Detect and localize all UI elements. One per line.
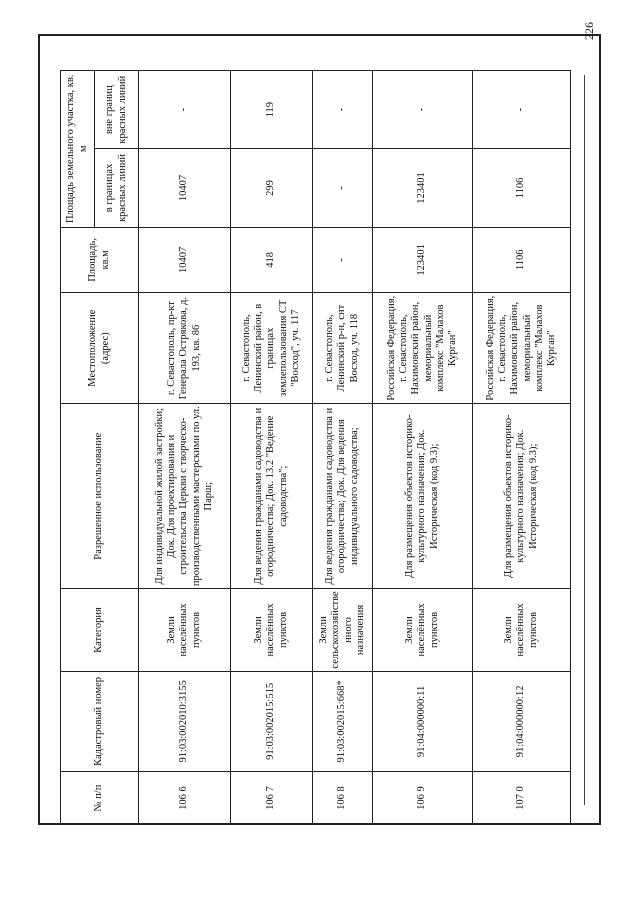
cell-num: 106 7 (231, 772, 313, 825)
cell-outside: - (473, 71, 571, 149)
header-num: № п/п (61, 772, 139, 825)
header-permitted-use: Разрешенное использование (61, 404, 139, 589)
cell-area: 10407 (139, 227, 231, 293)
cell-outside: - (313, 71, 373, 149)
header-land-area: Площадь земельного участка, кв. м (61, 71, 95, 228)
cell-inside: 299 (231, 149, 313, 227)
header-inside: в границах красных линий (95, 149, 139, 227)
cell-num: 107 0 (473, 772, 571, 825)
cell-num: 106 9 (373, 772, 473, 825)
cell-use: Для размещения объектов историко-культурного назначения; Док. Историческая (код 9.3); (373, 404, 473, 589)
cell-area: 418 (231, 227, 313, 293)
header-category: Категория (61, 589, 139, 671)
rotated-table-wrapper (60, 70, 570, 825)
cell-outside: 119 (231, 71, 313, 149)
cell-outside: - (139, 71, 231, 149)
header-outside: вне границ красных линий (95, 71, 139, 149)
cell-cadastral: 91:03:002015:515 (231, 671, 313, 771)
header-cadastral: Кадастровый номер (61, 671, 139, 771)
cell-cadastral: 91:03:002010:3155 (139, 671, 231, 771)
cell-inside: 1106 (473, 149, 571, 227)
cell-category: Земли населённых пунктов (473, 589, 571, 671)
land-plots-table (60, 70, 571, 825)
cell-cadastral: 91:04:000000:12 (473, 671, 571, 771)
table-row (373, 71, 473, 825)
table-row (231, 71, 313, 825)
cell-category: Земли населённых пунктов (373, 589, 473, 671)
cell-area: - (313, 227, 373, 293)
cell-location: г. Севастополь, Ленинский район, в границах землепользования СТ "Восход", уч. 117 (231, 293, 313, 404)
cell-num: 106 8 (313, 772, 373, 825)
cell-area: 1106 (473, 227, 571, 293)
cell-num: 106 6 (139, 772, 231, 825)
cell-use: Для ведения гражданами садоводства и огородничества; Док. Для ведения индивидуального садоводства; (313, 404, 373, 589)
header-area: Площадь, кв.м (61, 227, 139, 293)
cell-use: Для ведения гражданами садоводства и огородничества; Док. 13.2 "Ведение садоводства"; (231, 404, 313, 589)
table-row (139, 71, 231, 825)
cell-inside: 123401 (373, 149, 473, 227)
cell-cadastral: 91:04:000000:11 (373, 671, 473, 771)
cell-outside: - (373, 71, 473, 149)
cell-location: Российская Федерация, г. Севастополь, Нахимовский район, мемориальный комплекс "Малахов Курган" (473, 293, 571, 404)
cell-inside: 10407 (139, 149, 231, 227)
cell-cadastral: 91:03:002015:668* (313, 671, 373, 771)
cell-category: Земли сельскохозяйственного назначения (313, 589, 373, 671)
cell-location: г. Севастополь, пр-кт Генерала Острякова, д. 193, кв. 86 (139, 293, 231, 404)
cell-inside: - (313, 149, 373, 227)
cell-use: Для индивидуальной жилой застройки; Док. Для проектирования и строительства Церкви с творческо-производственными мастерскими по ул. Парш; (139, 404, 231, 589)
header-location: Местоположение (адрес) (61, 293, 139, 404)
margin-rule (584, 75, 585, 805)
cell-area: 123401 (373, 227, 473, 293)
table-row (473, 71, 571, 825)
cell-category: Земли населённых пунктов (139, 589, 231, 671)
page-number: 226 (582, 22, 596, 40)
cell-use: Для размещения объектов историко-культурного назначения; Док. Историческая (код 9.3); (473, 404, 571, 589)
table-row (313, 71, 373, 825)
cell-category: Земли населённых пунктов (231, 589, 313, 671)
cell-location: г. Севастополь, Ленинский р-н, снт Восход, уч. 118 (313, 293, 373, 404)
cell-location: Российская Федерация, г. Севастополь, Нахимовский район, мемориальный комплекс "Малахов Курган" (373, 293, 473, 404)
